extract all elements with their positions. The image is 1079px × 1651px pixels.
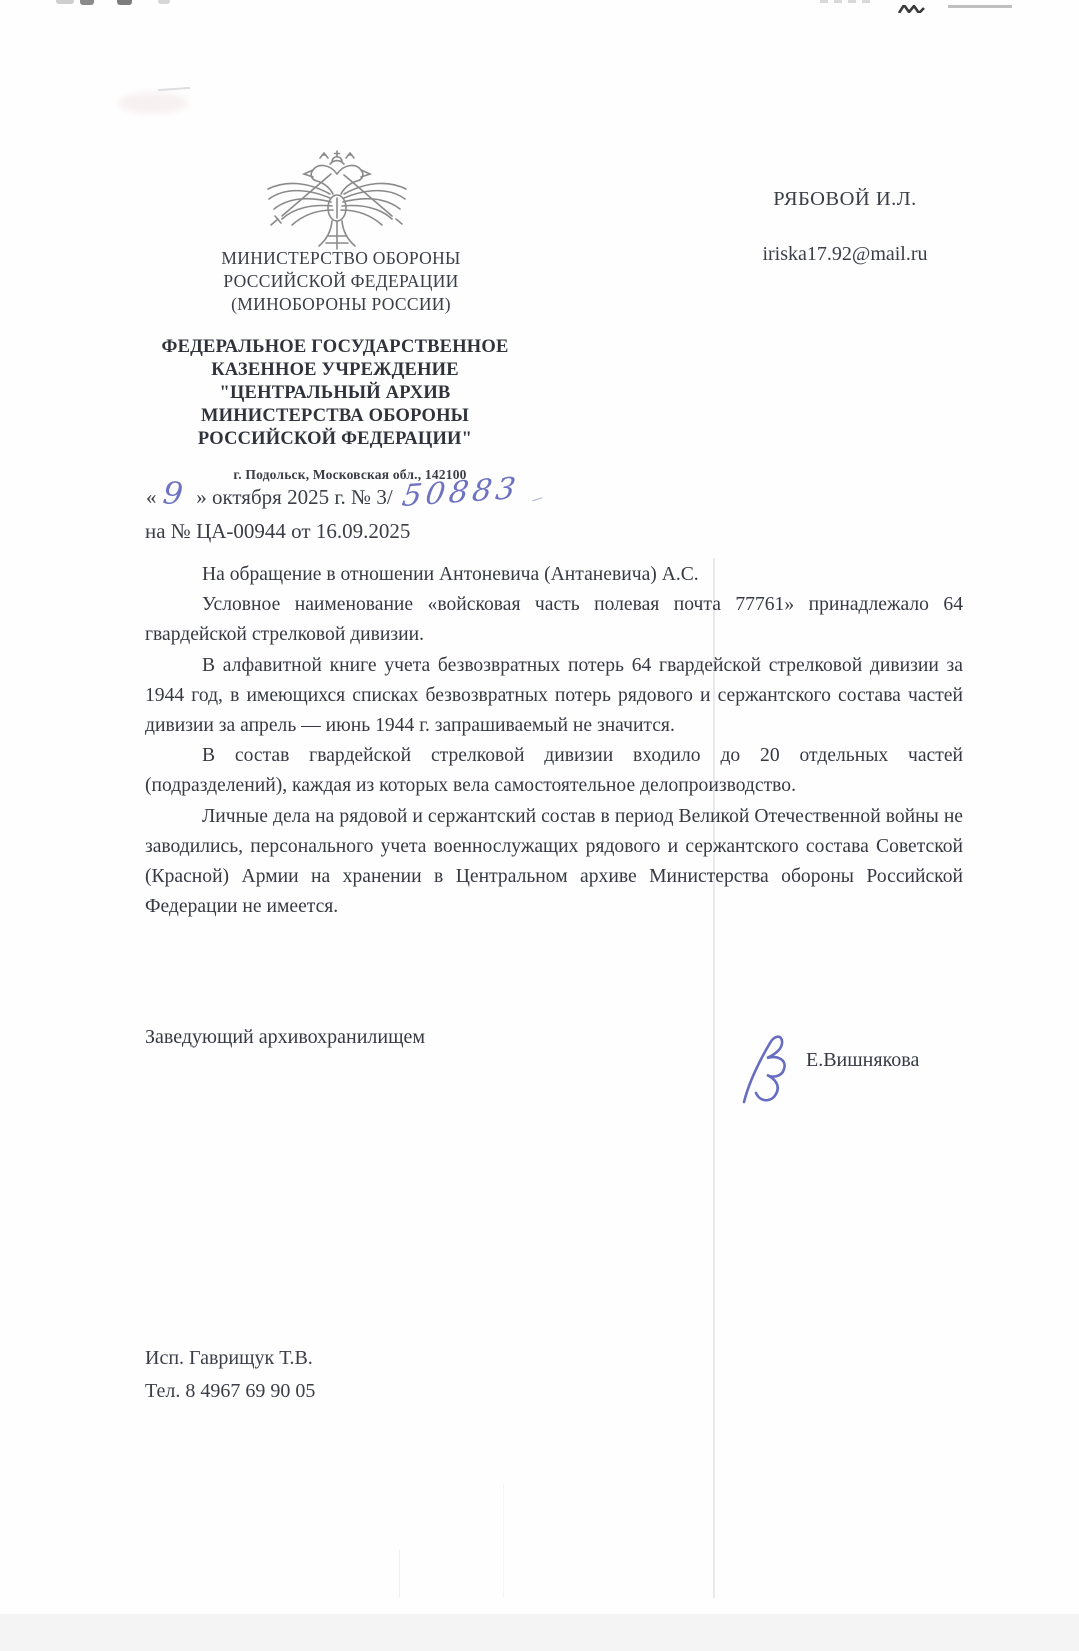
scan-artifact-top-right-mark	[898, 0, 928, 8]
ministry-line: РОССИЙСКОЙ ФЕДЕРАЦИИ	[223, 271, 459, 291]
institution-line: ФЕДЕРАЛЬНОЕ ГОСУДАРСТВЕННОЕ	[161, 337, 509, 357]
institution-name-block	[118, 336, 552, 451]
quote-open: «	[146, 485, 157, 509]
signer-position-title: Заведующий архивохранилищем	[145, 1026, 426, 1048]
scan-artifact-page-corner	[158, 87, 190, 91]
handwritten-day: 9	[160, 475, 185, 513]
scan-artifact-top-left-3	[117, 0, 132, 5]
phone-line: Тел. 8 4967 69 90 05	[145, 1380, 316, 1402]
institution-line: РОССИЙСКОЙ ФЕДЕРАЦИИ"	[197, 429, 473, 449]
double-headed-eagle-emblem-icon	[248, 148, 426, 256]
ministry-line: МИНИСТЕРСТВО ОБОРОНЫ	[221, 248, 461, 268]
recipient-name: РЯБОВОЙ И.Л.	[773, 188, 917, 210]
scan-artifact-top-right-dashes	[820, 0, 870, 3]
date-rest: октября 2025 г. № 3/	[206, 485, 393, 509]
handwritten-signature-icon	[736, 1030, 802, 1110]
letter-body	[145, 560, 963, 922]
paragraph: На обращение в отношении Антоневича (Антаневича) А.С.	[202, 564, 699, 585]
scan-crease-bottom-2	[503, 1484, 504, 1598]
institution-line: "ЦЕНТРАЛЬНЫЙ АРХИВ	[219, 383, 451, 403]
signer-name: Е.Вишнякова	[806, 1049, 920, 1071]
scan-artifact-top-left-2	[80, 0, 94, 5]
scan-artifact-top-right-line	[948, 5, 1012, 8]
institution-line: КАЗЕННОЕ УЧРЕЖДЕНИЕ	[211, 360, 459, 380]
ministry-line: (МИНОБОРОНЫ РОССИИ)	[231, 294, 451, 314]
paragraph: Условное наименование «войсковая часть полевая почта 77761» принадлежало 64 гвардейской стрелковой дивизии.	[145, 594, 963, 646]
reply-reference-line: на № ЦА-00944 от 16.09.2025	[145, 519, 411, 543]
paragraph: В алфавитной книге учета безвозвратных потерь 64 гвардейской стрелковой дивизии за 1944 год, в имеющихся списках безвозвратных потерь рядового и сержантского состава частей дивизии за апрель — июнь 1944 г. запрашиваемый не значится.	[145, 654, 963, 737]
handwritten-outgoing-number: 50883	[399, 471, 522, 514]
paragraph: В состав гвардейской стрелковой дивизии входило до 20 отдельных частей (подразделений), каждая из которых вела самостоятельное делопроизводство.	[145, 745, 963, 797]
scan-artifact-top-left-1	[56, 0, 74, 4]
executor-line: Исп. Гаврищук Т.В.	[145, 1347, 313, 1369]
handwritten-pen-dash: –	[528, 486, 546, 511]
scan-artifact-top-left-4	[158, 0, 170, 4]
postal-address: г. Подольск, Московская обл., 142100	[233, 467, 467, 482]
ministry-name-block	[140, 247, 542, 316]
institution-line: МИНИСТЕРСТВА ОБОРОНЫ	[200, 406, 470, 426]
scan-bottom-gray-band	[0, 1614, 1079, 1651]
quote-close: »	[196, 485, 207, 509]
scan-artifact-smudge	[118, 92, 188, 114]
recipient-email: iriska17.92@mail.ru	[762, 243, 928, 265]
scan-crease-bottom-1	[399, 1550, 400, 1598]
paragraph: Личные дела на рядовой и сержантский состав в период Великой Отечественной войны не заводились, персонального учета военнослужащих рядового и сержантского состава Советской (Красной) Армии на хранении в Центральном архиве Министерства обороны Российской Федерации не имеется.	[145, 805, 963, 918]
